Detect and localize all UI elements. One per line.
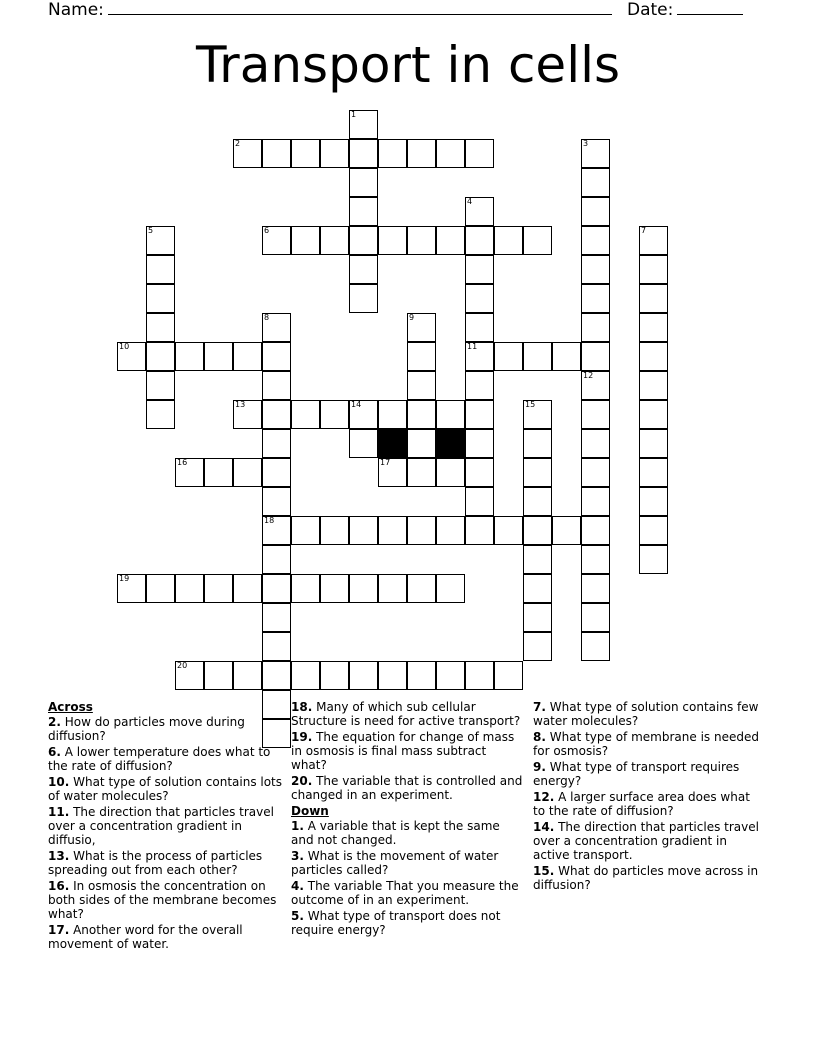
- grid-cell[interactable]: [523, 458, 552, 487]
- grid-cell[interactable]: [320, 574, 349, 603]
- grid-cell[interactable]: [378, 400, 407, 429]
- clue-text: A lower temperature does what to the rate of diffusion?: [48, 745, 271, 773]
- grid-cell[interactable]: [407, 574, 436, 603]
- grid-cell[interactable]: [436, 458, 465, 487]
- clue-number: 9: [409, 313, 415, 322]
- grid-cell[interactable]: [349, 284, 378, 313]
- grid-cell[interactable]: [204, 661, 233, 690]
- blocked-cell: [378, 429, 407, 458]
- clue-text: Another word for the overall movement of water.: [48, 923, 243, 951]
- grid-cell[interactable]: [581, 429, 610, 458]
- grid-cell[interactable]: [465, 139, 494, 168]
- clue-text: What type of transport requires energy?: [533, 760, 740, 788]
- grid-cell[interactable]: [436, 516, 465, 545]
- grid-cell[interactable]: [494, 342, 523, 371]
- clue-item: [533, 700, 765, 728]
- grid-cell[interactable]: [320, 516, 349, 545]
- grid-cell[interactable]: [494, 226, 523, 255]
- grid-cell[interactable]: [146, 284, 175, 313]
- grid-cell[interactable]: [349, 197, 378, 226]
- clue-num: 1.: [291, 819, 304, 833]
- grid-cell[interactable]: [175, 458, 204, 487]
- grid-cell[interactable]: [146, 342, 175, 371]
- grid-cell[interactable]: [349, 139, 378, 168]
- clue-number: 14: [351, 400, 362, 409]
- grid-cell[interactable]: [262, 371, 291, 400]
- grid-cell[interactable]: [291, 139, 320, 168]
- clue-num: 16.: [48, 879, 70, 893]
- grid-cell[interactable]: [117, 574, 146, 603]
- grid-cell[interactable]: [465, 342, 494, 371]
- grid-cell[interactable]: [581, 458, 610, 487]
- grid-cell[interactable]: [639, 255, 668, 284]
- grid-cell[interactable]: [581, 313, 610, 342]
- grid-cell[interactable]: [581, 139, 610, 168]
- grid-cell[interactable]: [523, 516, 552, 545]
- grid-cell[interactable]: [407, 342, 436, 371]
- clue-item: [291, 819, 523, 847]
- grid-cell[interactable]: [378, 226, 407, 255]
- grid-cell[interactable]: [262, 226, 291, 255]
- clue-text: Many of which sub cellular Structure is need for active transport?: [291, 700, 521, 728]
- grid-cell[interactable]: [262, 139, 291, 168]
- clue-column-3: [533, 700, 765, 894]
- grid-cell[interactable]: [320, 139, 349, 168]
- grid-cell[interactable]: [349, 168, 378, 197]
- grid-cell[interactable]: [581, 574, 610, 603]
- grid-cell[interactable]: [465, 197, 494, 226]
- grid-cell[interactable]: [233, 458, 262, 487]
- grid-cell[interactable]: [291, 400, 320, 429]
- grid-cell[interactable]: [146, 255, 175, 284]
- clue-num: 4.: [291, 879, 304, 893]
- grid-cell[interactable]: [407, 400, 436, 429]
- grid-cell[interactable]: [639, 342, 668, 371]
- grid-cell[interactable]: [465, 458, 494, 487]
- clue-text: The variable that is controlled and changed in an experiment.: [291, 774, 523, 802]
- grid-cell[interactable]: [262, 487, 291, 516]
- clue-text: What type of membrane is needed for osmosis?: [533, 730, 759, 758]
- clue-number: 6: [264, 226, 270, 235]
- grid-cell[interactable]: [639, 429, 668, 458]
- clue-num: 18.: [291, 700, 313, 714]
- clue-item: [48, 923, 284, 951]
- grid-cell[interactable]: [581, 342, 610, 371]
- grid-cell[interactable]: [581, 284, 610, 313]
- grid-cell[interactable]: [436, 226, 465, 255]
- grid-cell[interactable]: [523, 226, 552, 255]
- clue-item: [291, 700, 523, 728]
- grid-cell[interactable]: [117, 342, 146, 371]
- grid-cell[interactable]: [523, 429, 552, 458]
- grid-cell[interactable]: [581, 226, 610, 255]
- grid-cell[interactable]: [262, 313, 291, 342]
- grid-cell[interactable]: [349, 110, 378, 139]
- clue-number: 17: [380, 458, 391, 467]
- clue-num: 17.: [48, 923, 70, 937]
- clue-number: 13: [235, 400, 246, 409]
- grid-cell[interactable]: [523, 545, 552, 574]
- grid-cell[interactable]: [436, 574, 465, 603]
- page-title: Transport in cells: [195, 36, 621, 94]
- clue-item: [48, 775, 284, 803]
- clue-number: 3: [583, 139, 589, 148]
- grid-cell[interactable]: [291, 516, 320, 545]
- grid-cell[interactable]: [465, 226, 494, 255]
- grid-cell[interactable]: [465, 487, 494, 516]
- grid-cell[interactable]: [465, 400, 494, 429]
- grid-cell[interactable]: [349, 226, 378, 255]
- clue-text: What is the process of particles spreading out from each other?: [48, 849, 263, 877]
- clue-number: 16: [177, 458, 188, 467]
- clue-num: 9.: [533, 760, 546, 774]
- grid-cell[interactable]: [407, 516, 436, 545]
- grid-cell[interactable]: [349, 400, 378, 429]
- grid-cell[interactable]: [262, 574, 291, 603]
- grid-cell[interactable]: [436, 400, 465, 429]
- clue-item: [291, 730, 523, 772]
- grid-cell[interactable]: [494, 661, 523, 690]
- grid-cell[interactable]: [175, 574, 204, 603]
- clue-text: What type of solution contains few water molecules?: [533, 700, 759, 728]
- clue-item: [533, 864, 765, 892]
- clue-text: A variable that is kept the same and not changed.: [291, 819, 500, 847]
- name-label: Name:: [48, 0, 104, 20]
- grid-cell[interactable]: [175, 342, 204, 371]
- clue-text: The direction that particles travel over a concentration gradient in active transport.: [533, 820, 759, 862]
- clue-number: 2: [235, 139, 241, 148]
- clue-number: 7: [641, 226, 647, 235]
- grid-cell[interactable]: [581, 255, 610, 284]
- grid-cell[interactable]: [581, 168, 610, 197]
- clue-item: [533, 760, 765, 788]
- clue-item: [48, 805, 284, 847]
- grid-cell[interactable]: [581, 632, 610, 661]
- grid-cell[interactable]: [639, 371, 668, 400]
- grid-cell[interactable]: [639, 487, 668, 516]
- clue-num: 11.: [48, 805, 70, 819]
- grid-cell[interactable]: [175, 661, 204, 690]
- clue-item: [291, 849, 523, 877]
- grid-cell[interactable]: [378, 516, 407, 545]
- grid-cell[interactable]: [465, 429, 494, 458]
- grid-cell[interactable]: [639, 516, 668, 545]
- clue-num: 7.: [533, 700, 546, 714]
- grid-cell[interactable]: [262, 458, 291, 487]
- clue-text: In osmosis the concentration on both sides of the membrane becomes what?: [48, 879, 277, 921]
- clue-text: A larger surface area does what to the rate of diffusion?: [533, 790, 750, 818]
- grid-cell[interactable]: [436, 661, 465, 690]
- grid-cell[interactable]: [581, 400, 610, 429]
- clue-num: 20.: [291, 774, 313, 788]
- grid-cell[interactable]: [407, 661, 436, 690]
- clue-num: 8.: [533, 730, 546, 744]
- grid-cell[interactable]: [146, 400, 175, 429]
- grid-cell[interactable]: [581, 197, 610, 226]
- grid-cell[interactable]: [262, 516, 291, 545]
- grid-cell[interactable]: [523, 632, 552, 661]
- grid-cell[interactable]: [233, 400, 262, 429]
- clue-number: 15: [525, 400, 536, 409]
- clue-number: 10: [119, 342, 130, 351]
- clue-num: 19.: [291, 730, 313, 744]
- grid-cell[interactable]: [523, 574, 552, 603]
- clue-num: 15.: [533, 864, 555, 878]
- clue-number: 5: [148, 226, 154, 235]
- clue-text: What type of transport does not require energy?: [291, 909, 501, 937]
- grid-cell[interactable]: [349, 661, 378, 690]
- grid-cell[interactable]: [581, 371, 610, 400]
- grid-cell[interactable]: [349, 516, 378, 545]
- grid-cell[interactable]: [204, 574, 233, 603]
- grid-cell[interactable]: [291, 226, 320, 255]
- grid-cell[interactable]: [581, 487, 610, 516]
- grid-cell[interactable]: [233, 661, 262, 690]
- grid-cell[interactable]: [378, 574, 407, 603]
- clue-item: [291, 909, 523, 937]
- grid-cell[interactable]: [465, 661, 494, 690]
- grid-cell[interactable]: [146, 574, 175, 603]
- clue-num: 12.: [533, 790, 555, 804]
- grid-cell[interactable]: [233, 342, 262, 371]
- grid-cell[interactable]: [639, 313, 668, 342]
- grid-cell[interactable]: [262, 545, 291, 574]
- down-heading: Down: [291, 804, 329, 818]
- grid-cell[interactable]: [581, 603, 610, 632]
- grid-cell[interactable]: [465, 284, 494, 313]
- grid-cell[interactable]: [552, 342, 581, 371]
- grid-cell[interactable]: [581, 516, 610, 545]
- clue-item: [48, 715, 284, 743]
- clue-num: 13.: [48, 849, 70, 863]
- grid-cell[interactable]: [407, 139, 436, 168]
- grid-cell[interactable]: [639, 458, 668, 487]
- grid-cell[interactable]: [262, 661, 291, 690]
- grid-cell[interactable]: [349, 574, 378, 603]
- grid-cell[interactable]: [204, 342, 233, 371]
- grid-cell[interactable]: [407, 371, 436, 400]
- grid-cell[interactable]: [465, 255, 494, 284]
- grid-cell[interactable]: [349, 255, 378, 284]
- clue-column-2: [291, 700, 523, 939]
- grid-cell[interactable]: [465, 371, 494, 400]
- clue-text: How do particles move during diffusion?: [48, 715, 245, 743]
- grid-cell[interactable]: [320, 226, 349, 255]
- grid-cell[interactable]: [262, 400, 291, 429]
- grid-cell[interactable]: [146, 371, 175, 400]
- across-heading: Across: [48, 700, 93, 714]
- clue-text: The direction that particles travel over a concentration gradient in diffusio,: [48, 805, 274, 847]
- grid-cell[interactable]: [262, 603, 291, 632]
- grid-cell[interactable]: [436, 139, 465, 168]
- clue-text: What type of solution contains lots of water molecules?: [48, 775, 283, 803]
- grid-cell[interactable]: [291, 574, 320, 603]
- clue-number: 11: [467, 342, 478, 351]
- grid-cell[interactable]: [407, 429, 436, 458]
- grid-cell[interactable]: [581, 545, 610, 574]
- clue-text: The variable That you measure the outcome of in an experiment.: [291, 879, 519, 907]
- grid-cell[interactable]: [204, 458, 233, 487]
- grid-cell[interactable]: [262, 632, 291, 661]
- clue-number: 4: [467, 197, 473, 206]
- grid-cell[interactable]: [465, 516, 494, 545]
- grid-cell[interactable]: [494, 516, 523, 545]
- clue-num: 10.: [48, 775, 70, 789]
- clue-number: 12: [583, 371, 594, 380]
- clue-item: [533, 730, 765, 758]
- grid-cell[interactable]: [523, 342, 552, 371]
- grid-cell[interactable]: [639, 400, 668, 429]
- grid-cell[interactable]: [262, 342, 291, 371]
- grid-cell[interactable]: [146, 313, 175, 342]
- grid-cell[interactable]: [523, 487, 552, 516]
- grid-cell[interactable]: [146, 226, 175, 255]
- clue-number: 19: [119, 574, 130, 583]
- clue-number: 1: [351, 110, 357, 119]
- blocked-cell: [436, 429, 465, 458]
- clue-item: [533, 820, 765, 862]
- grid-cell[interactable]: [465, 313, 494, 342]
- grid-cell[interactable]: [378, 139, 407, 168]
- grid-cell[interactable]: [639, 226, 668, 255]
- grid-cell[interactable]: [320, 400, 349, 429]
- clue-text: What do particles move across in diffusion?: [533, 864, 759, 892]
- grid-cell[interactable]: [639, 284, 668, 313]
- clue-item: [291, 879, 523, 907]
- grid-cell[interactable]: [233, 574, 262, 603]
- grid-cell[interactable]: [262, 429, 291, 458]
- grid-cell[interactable]: [233, 139, 262, 168]
- clue-num: 2.: [48, 715, 61, 729]
- clue-number: 8: [264, 313, 270, 322]
- clue-number: 18: [264, 516, 275, 525]
- clue-item: [48, 879, 284, 921]
- grid-cell[interactable]: [407, 313, 436, 342]
- grid-cell[interactable]: [378, 458, 407, 487]
- date-label: Date:: [627, 0, 674, 20]
- grid-cell[interactable]: [407, 226, 436, 255]
- grid-cell[interactable]: [639, 545, 668, 574]
- grid-cell[interactable]: [523, 603, 552, 632]
- clue-num: 5.: [291, 909, 304, 923]
- grid-cell[interactable]: [320, 661, 349, 690]
- clue-column-1: [48, 700, 284, 953]
- grid-cell[interactable]: [523, 400, 552, 429]
- clue-number: 20: [177, 661, 188, 670]
- clue-text: What is the movement of water particles called?: [291, 849, 499, 877]
- clue-text: The equation for change of mass in osmosis is final mass subtract what?: [291, 730, 515, 772]
- grid-cell[interactable]: [407, 458, 436, 487]
- clue-item: [291, 774, 523, 802]
- grid-cell[interactable]: [291, 661, 320, 690]
- clue-item: [48, 745, 284, 773]
- clue-num: 14.: [533, 820, 555, 834]
- clue-item: [533, 790, 765, 818]
- grid-cell[interactable]: [378, 661, 407, 690]
- clue-num: 3.: [291, 849, 304, 863]
- clue-num: 6.: [48, 745, 61, 759]
- clue-item: [48, 849, 284, 877]
- grid-cell[interactable]: [552, 516, 581, 545]
- grid-cell[interactable]: [349, 429, 378, 458]
